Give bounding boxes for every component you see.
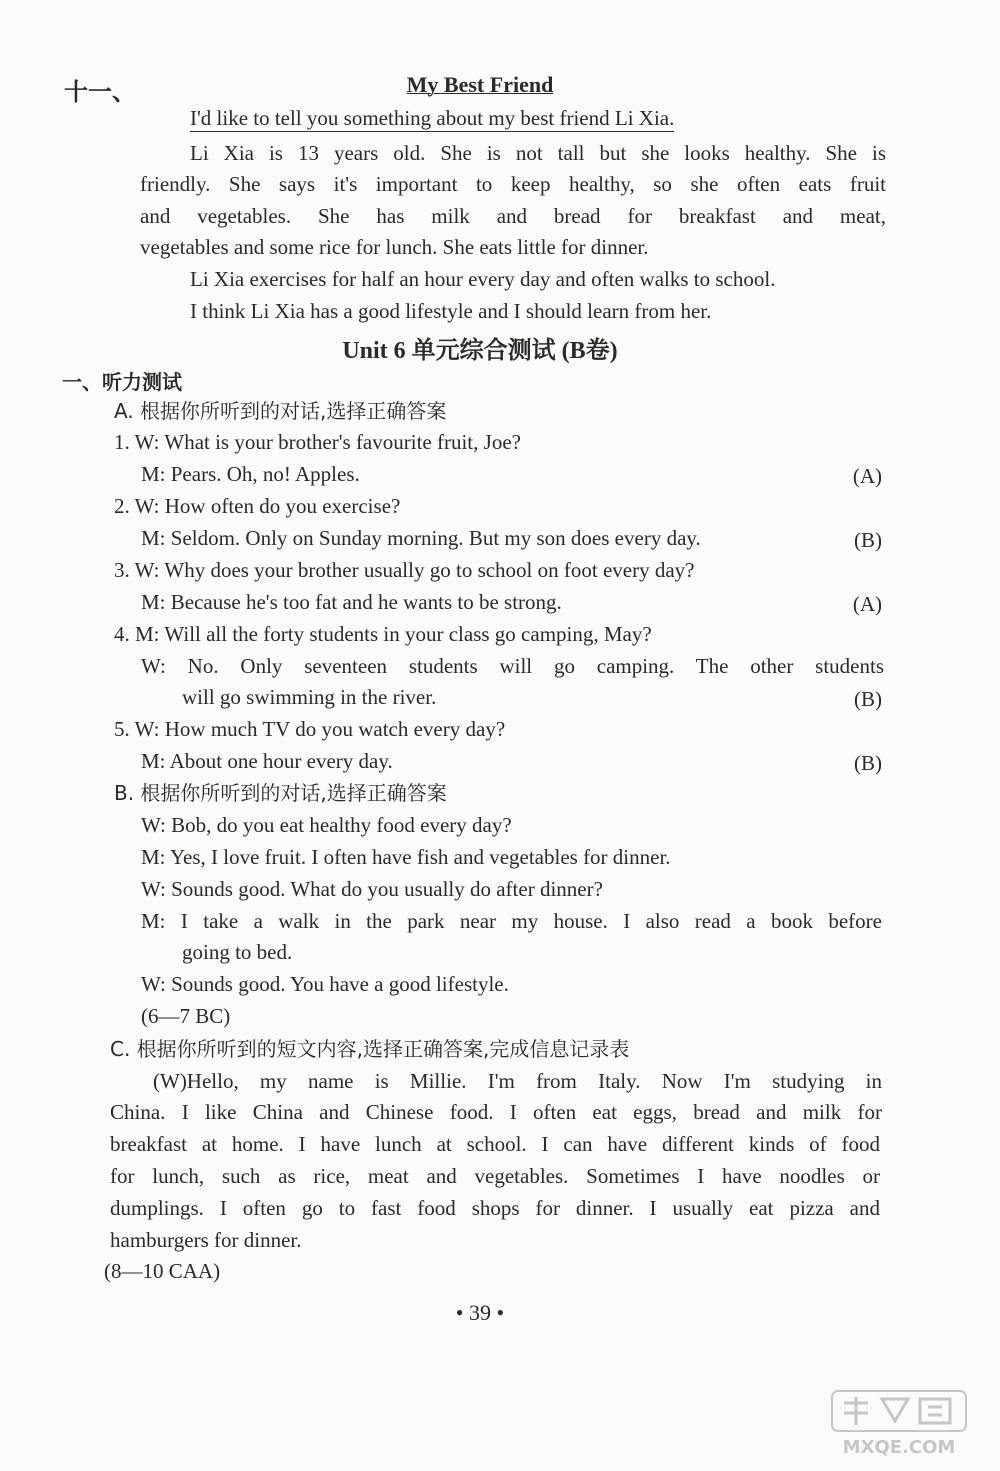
dialogue-line: 5. W: How much TV do you watch every day? bbox=[114, 717, 506, 741]
answer-5: (B) bbox=[854, 751, 882, 775]
dialogue-line: will go swimming in the river. bbox=[182, 685, 437, 709]
dialogue-line: 1. W: What is your brother's favourite fruit, Joe? bbox=[114, 430, 521, 454]
part-b-label: B. 根据你所听到的对话,选择正确答案 bbox=[114, 781, 447, 805]
dialogue-line: W: Sounds good. You have a good lifestyle. bbox=[141, 972, 509, 996]
unit-title: Unit 6 单元综合测试 (B卷) bbox=[342, 338, 618, 364]
part-a-label: A. 根据你所听到的对话,选择正确答案 bbox=[114, 399, 447, 423]
dialogue-line: M: Seldom. Only on Sunday morning. But my son does every day. bbox=[141, 526, 701, 550]
dialogue-line: M: I take a walk in the park near my house. I also read a book before bbox=[141, 909, 882, 933]
answer-2: (B) bbox=[854, 528, 882, 552]
section-heading: 一、听力测试 bbox=[62, 372, 182, 394]
dialogue-line: W: No. Only seventeen students will go camping. The other students bbox=[141, 654, 884, 678]
answer-4: (B) bbox=[854, 687, 882, 711]
passage-line: (W)Hello, my name is Millie. I'm from Italy. Now I'm studying in bbox=[153, 1069, 882, 1093]
page-number: • 39 • bbox=[455, 1300, 505, 1325]
dialogue-line: 4. M: Will all the forty students in your class go camping, May? bbox=[114, 622, 652, 646]
answer-1: (A) bbox=[852, 464, 882, 488]
dialogue-line: W: Bob, do you eat healthy food every day? bbox=[141, 813, 512, 837]
essay-line: Li Xia exercises for half an hour every day and often walks to school. bbox=[190, 267, 776, 291]
passage-line: breakfast at home. I have lunch at school. I can have different kinds of food bbox=[110, 1132, 880, 1156]
passage-line: China. I like China and Chinese food. I often eat eggs, bread and milk for bbox=[110, 1100, 882, 1124]
dialogue-line: going to bed. bbox=[182, 940, 293, 964]
essay-line: Li Xia is 13 years old. She is not tall but she looks healthy. She is bbox=[190, 141, 886, 165]
answer-3: (A) bbox=[852, 592, 882, 616]
dialogue-line: M: Because he's too fat and he wants to be strong. bbox=[141, 590, 562, 614]
dialogue-line: 2. W: How often do you exercise? bbox=[114, 494, 401, 518]
essay-line: friendly. She says it's important to keep healthy, so she often eats fruit bbox=[140, 172, 886, 196]
section-number: 十一、 bbox=[64, 80, 136, 106]
answer-key: (8—10 CAA) bbox=[104, 1259, 221, 1283]
passage-line: for lunch, such as rice, meat and vegetables. Sometimes I have noodles or bbox=[110, 1164, 880, 1188]
passage-line: hamburgers for dinner. bbox=[110, 1228, 302, 1252]
essay-title: My Best Friend bbox=[406, 72, 554, 97]
watermark-text: MXQE.COM bbox=[842, 1437, 956, 1458]
dialogue-line: W: Sounds good. What do you usually do after dinner? bbox=[141, 877, 603, 901]
dialogue-line: M: Pears. Oh, no! Apples. bbox=[141, 462, 360, 486]
passage-line: dumplings. I often go to fast food shops for dinner. I usually eat pizza and bbox=[110, 1196, 880, 1220]
part-c-label: C. 根据你所听到的短文内容,选择正确答案,完成信息记录表 bbox=[110, 1037, 630, 1061]
essay-line: I'd like to tell you something about my best friend Li Xia. bbox=[190, 106, 675, 130]
dialogue-line: M: Yes, I love fruit. I often have fish and vegetables for dinner. bbox=[141, 845, 671, 869]
essay-line: I think Li Xia has a good lifestyle and I should learn from her. bbox=[190, 299, 712, 323]
essay-line: vegetables and some rice for lunch. She eats little for dinner. bbox=[140, 235, 649, 259]
essay-line: and vegetables. She has milk and bread for breakfast and meat, bbox=[140, 204, 886, 228]
dialogue-line: 3. W: Why does your brother usually go to school on foot every day? bbox=[114, 558, 695, 582]
watermark-logo bbox=[824, 1387, 974, 1461]
dialogue-line: M: About one hour every day. bbox=[141, 749, 393, 773]
answer-key: (6—7 BC) bbox=[141, 1004, 231, 1028]
